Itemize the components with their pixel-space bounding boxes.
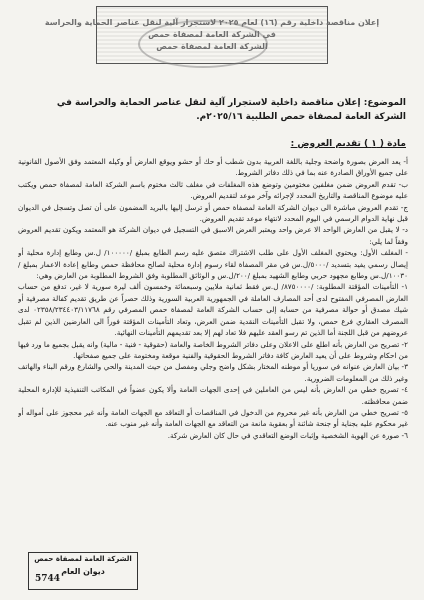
- registry-number: 5744: [35, 574, 61, 584]
- paragraph: ج- تقدم العروض مباشرة الى ديوان الشركة العامة لمصفاة حمص أو ترسل إليها بالبريد المضمون على أن تصل وتسجل في الديوان قبل نهاية الدوام الرسمي في اليوم المحدد لانتهاء موعد تقديم العروض.: [18, 202, 408, 224]
- letterhead-line: إعلان مناقصة داخلية رقم (١٦) لعام ٢٠٢٥ لاستجرار آلية لنقل عناصر الحماية والحراسة: [44, 18, 380, 27]
- section-title: مادة ( ١ ) تقديم العروض :: [290, 139, 406, 149]
- letterhead-line: الشركة العامة لمصفاة حمص: [156, 42, 268, 51]
- paragraph: ٢- تصريح من العارض بأنه اطلع على الاعلان وعلى دفاتر الشروط الخاصة والعامة (حقوقية - فنية - مالية) وانه يقبل بجميع ما ورد فيها من احكام وشروط على أن يعيد العارض كافة دفاتر الشروط الحقوقية والفنية موقعة ومختومة على جميع صفحاتها.: [18, 339, 408, 360]
- paragraph: ٦- صورة عن الهوية الشخصية وإثبات الوضع التعاقدي في حال كان العارض شركة.: [167, 430, 408, 440]
- paragraph: ٣- بيان العارض عنوانه في سوريا أو موطنه المختار بشكل واضح وجلي ومفصل من حيث المدينة والحي والشارع ورقم البناء والهاتف وغير ذلك من المعلومات الضرورية.: [18, 362, 408, 383]
- registry-stamp: [28, 552, 138, 590]
- paragraph: ٥- تصريح خطي من العارض بأنه غير محروم من الدخول في المناقصات أو التعاقد مع الجهات العامة وأنه غير محجوز على أمواله أو غير محكوم عليه بجناية أو جنحة شائنة أو بعقوبة مانعة من التعاقد مع الجهات العامة وأنه غير منوب عنه.: [18, 407, 408, 429]
- paragraph: د- لا يقبل من العارض الواحد الا عرض واحد ويعتبر العرض الاسبق في التسجيل في ديوان الشركة هو المعتمد ويكون تقديم العروض وفقاً لما يلي:: [18, 225, 408, 246]
- subject-block: [22, 96, 406, 124]
- subject-label: الموضوع:: [363, 98, 406, 108]
- paragraph: ب- تقدم العروض ضمن مغلفين مختومين وتوضع هذه المغلفات في مغلف ثالث مختوم باسم الشركة العامة لمصفاة حمص ويكتب عليه موضوع المناقصة والتاريخ المحدد لإجرائه وآخر موعد لتقديم العروض.: [18, 179, 408, 201]
- document-body: [18, 156, 408, 556]
- seal-stamp: [138, 20, 268, 68]
- paragraph: أ- يعد العرض بصورة واضحة وجلية باللغة العربية بدون شطب أو حك أو حشو ويوقع العارض أو وكيله المعتمد وفق الأصول القانونية على جميع الأوراق الصادرة عنه بما في ذلك دفاتر الشروط.: [18, 157, 408, 178]
- paragraph: - المغلف الأول: ويحتوي المغلف الأول على طلب الاشتراك متصق عليه رسم الطابع بمبلغ /١٠٠٠٠٠/ ل.س وطابع إدارة محلية أو إيصال رسمي يفيد بتسديد /٥٠٠٠/ل.س في مقر المصفاة لقاء رسوم إدارة محلية لصالح محافظة حمص وطابع إعادة الاعمار بمبلغ /١٠٠٣٠/ل.س وطابع مجهود حربي وطابع الشهيد بمبلغ /٢٠٠/ل.س و الوثائق المطلوبة وفق الشروط المطلوبة من العارض وهي:: [18, 248, 408, 281]
- registry-stamp-line: ديوان العام: [61, 567, 105, 576]
- subject-text: إعلان مناقصة داخلية لاستجرار آلية لنقل عناصر الحماية والحراسة في الشركة العامة لمصفاة حمص الطلبية ٢٠٢٥/١٦م.: [56, 98, 406, 122]
- paragraph: ١- التأمينات المؤقتة المطلوبة: /٨٧٥٠٠٠٠/ ل.س فقط ثمانية ملايين وسبعمائة وخمسون ألف ليرة سورية لا غير، تدفع من حساب العارض المصرفي المفتوح لدى أحد المصارف العاملة في الجمهورية العربية السورية وذلك حصراً عن طريق تقديم كفالة مصرفية أو شيك مصدق أو حوالة مصرفية من حسابه إلى حساب الشركة العامة لمصفاة حمص المصرفي رقم ٠٢٣٥٨/٢٣٤٤٠٣/١١٧٦٨ لدى المصرف العقاري فرع حمص، ولا تقبل التأمينات النقدية ضمن العرض، وتعاد التأمينات المؤقتة فوراً الى العارضين الذين لم تقبل عروضهم من قبل اللجنة أما الذين تم رسو العقد عليهم فلا تعاد لهم إلا بعد تقديمهم التأمينات النهائية.: [18, 282, 408, 338]
- paragraph: ٤- تصريح خطي من العارض بأنه ليس من العاملين في إحدى الجهات العامة وألا يكون عضواً في المكاتب التنفيذية للإدارة المحلية ضمن محافظته.: [18, 385, 408, 406]
- subject-line: [22, 96, 406, 124]
- registry-stamp-line: الشركة العامة لمصفاة حمص: [34, 555, 132, 563]
- letterhead-line: في الشركة العامة لمصفاة حمص: [148, 30, 276, 39]
